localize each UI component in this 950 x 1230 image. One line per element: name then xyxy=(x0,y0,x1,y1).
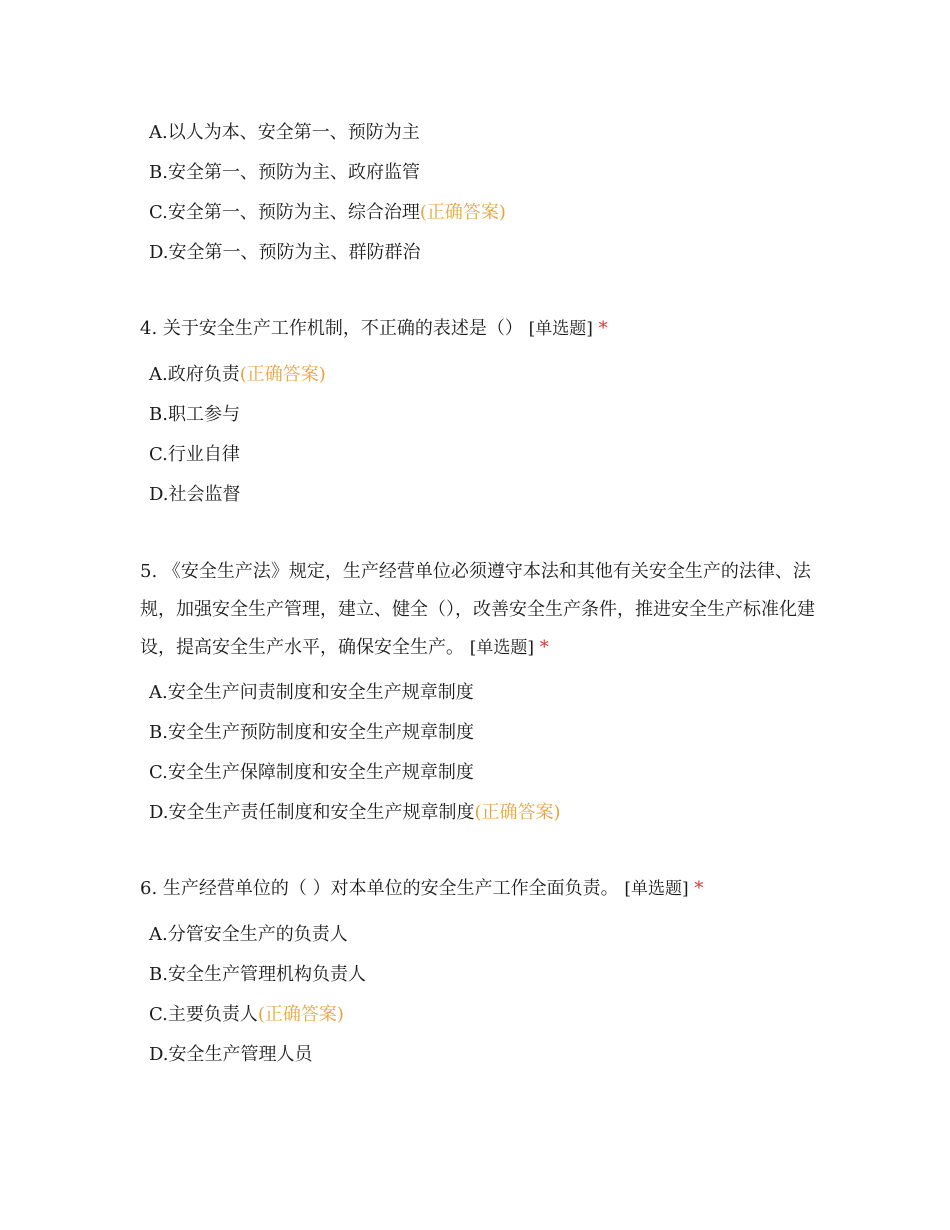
correct-answer-label: (正确答案) xyxy=(419,202,506,223)
correct-answer-label: (正确答案) xyxy=(239,364,326,385)
q4-option-c: C.行业自律 xyxy=(149,444,240,465)
required-mark: * xyxy=(694,878,704,899)
question-type-label: [单选题] xyxy=(624,879,689,899)
q5-option-d: D.安全生产责任制度和安全生产规章制度(正确答案) xyxy=(149,802,561,823)
q6-option-a: A.分管安全生产的负责人 xyxy=(149,924,348,945)
question-type-label: [单选题] xyxy=(469,638,534,658)
question-4-text: 4. 关于安全生产工作机制，不正确的表述是（） [单选题] * xyxy=(140,318,608,339)
required-mark: * xyxy=(598,318,608,339)
question-6-text: 6. 生产经营单位的（ ）对本单位的安全生产工作全面负责。 [单选题] * xyxy=(140,878,704,899)
q5-option-c: C.安全生产保障制度和安全生产规章制度 xyxy=(149,762,474,783)
question-5-text: 5. 《安全生产法》规定，生产经营单位必须遵守本法和其他有关安全生产的法律、法规，加强安全生产管理，建立、健全（），改善安全生产条件，推进安全生产标准化建设，提高安全生产水平，确保安全生产。 [单选题] * xyxy=(140,561,815,658)
question-type-label: [单选题] xyxy=(528,319,593,339)
q4-option-d: D.社会监督 xyxy=(149,484,241,505)
q6-option-c: C.主要负责人(正确答案) xyxy=(149,1004,344,1025)
q5-option-a: A.安全生产问责制度和安全生产规章制度 xyxy=(149,682,474,703)
q3-option-c: C.安全第一、预防为主、综合治理(正确答案) xyxy=(149,202,506,223)
q6-option-b: B.安全生产管理机构负责人 xyxy=(149,964,366,985)
correct-answer-label: (正确答案) xyxy=(474,802,561,823)
correct-answer-label: (正确答案) xyxy=(257,1004,344,1025)
q4-option-b: B.职工参与 xyxy=(149,404,240,425)
q5-option-b: B.安全生产预防制度和安全生产规章制度 xyxy=(149,722,474,743)
q3-option-b: B.安全第一、预防为主、政府监管 xyxy=(149,162,420,183)
q3-option-d: D.安全第一、预防为主、群防群治 xyxy=(149,242,421,263)
q6-option-d: D.安全生产管理人员 xyxy=(149,1044,313,1065)
q4-option-a: A.政府负责(正确答案) xyxy=(149,364,326,385)
required-mark: * xyxy=(539,637,549,658)
q3-option-a: A.以人为本、安全第一、预防为主 xyxy=(149,122,420,143)
